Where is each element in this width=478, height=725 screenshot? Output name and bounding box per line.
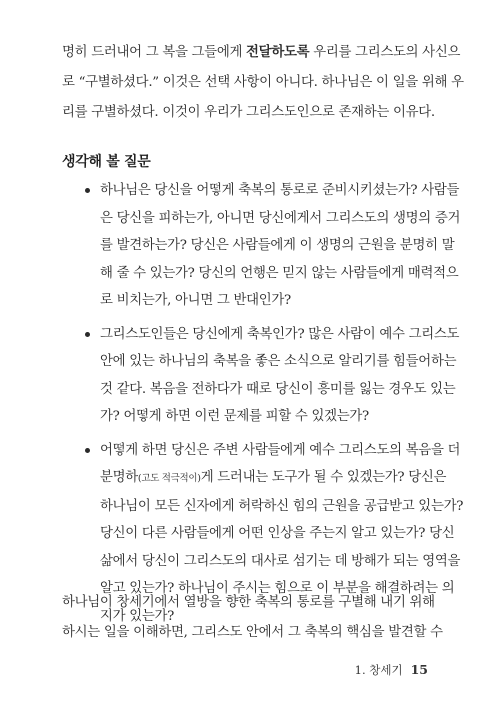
chapter-label: 1. 창세기 (354, 663, 403, 677)
closing-paragraph (62, 588, 443, 648)
section-heading: 생각해 볼 질문 (62, 154, 151, 170)
intro-paragraph (62, 38, 464, 128)
page-number: 15 (410, 662, 428, 677)
bullet-icon (85, 332, 90, 337)
intro-line-1: 명히 드러내어 그 복을 그들에게 전달하도록 우리를 그리스도의 사신으 (62, 45, 461, 60)
list-item: 그리스도인들은 당신에게 축복인가? 많은 사람이 예수 그리스도 안에 있는 하나님의 축복을 좋은 소식으로 알리기를 힘들어하는 것 같다. 복음을 전하다가 때로 당신이 흥미를 잃는 경우도 있는 가? 어떻게 하면 이런 문제를 피할 수 있겠는가? (62, 321, 434, 431)
list-item: 어떻게 하면 당신은 주변 사람들에게 예수 그리스도의 복음을 더 분명하(고도 적극적이)게 드러내는 도구가 될 수 있겠는가? 당신은 하나님이 모든 신자에게 허락하신 힘의 근원을 공급받고 있는가? 당신이 다른 사람들에게 어떤 인상을 주는지 알고 있는가? 당신 삶에서 당신이 그리스도의 대사로 섬기는 데 방해가 되는 영역을 알고 있는가? 하나님이 주시는 힘으로 이 부분을 해결하려는 의 지가 있는가? (62, 437, 434, 631)
intro-line-2: 로 “구별하셨다.” 이것은 선택 사항이 아니다. 하나님은 이 일을 위해 우 (62, 75, 464, 90)
page-footer (355, 662, 428, 678)
emphasis-text: 전달하도록 (246, 45, 310, 60)
question-list (62, 177, 464, 636)
bullet-icon (85, 188, 90, 193)
closing-line-2: 하시는 일을 이해하면, 그리스도 안에서 그 축복의 핵심을 발견할 수 (62, 625, 443, 640)
closing-line-1: 하나님이 창세기에서 열방을 향한 축복의 통로를 구별해 내기 위해 (62, 595, 435, 610)
list-item: 하나님은 당신을 어떻게 축복의 통로로 준비시키셨는가? 사람들 은 당신을 피하는가, 아니면 당신에게서 그리스도의 생명의 증거 를 발견하는가? 당신은 사람들에게 이 생명의 근원을 분명히 말 해 줄 수 있는가? 당신의 언행은 믿지 않는 사람들에게 매력적으 로 비치는가, 아니면 그 반대인가? (62, 177, 434, 315)
bullet-icon (85, 448, 90, 453)
intro-line-3: 리를 구별하셨다. 이것이 우리가 그리스도인으로 존재하는 이유다. (62, 105, 435, 120)
inline-note: (고도 적극적이) (137, 473, 201, 484)
